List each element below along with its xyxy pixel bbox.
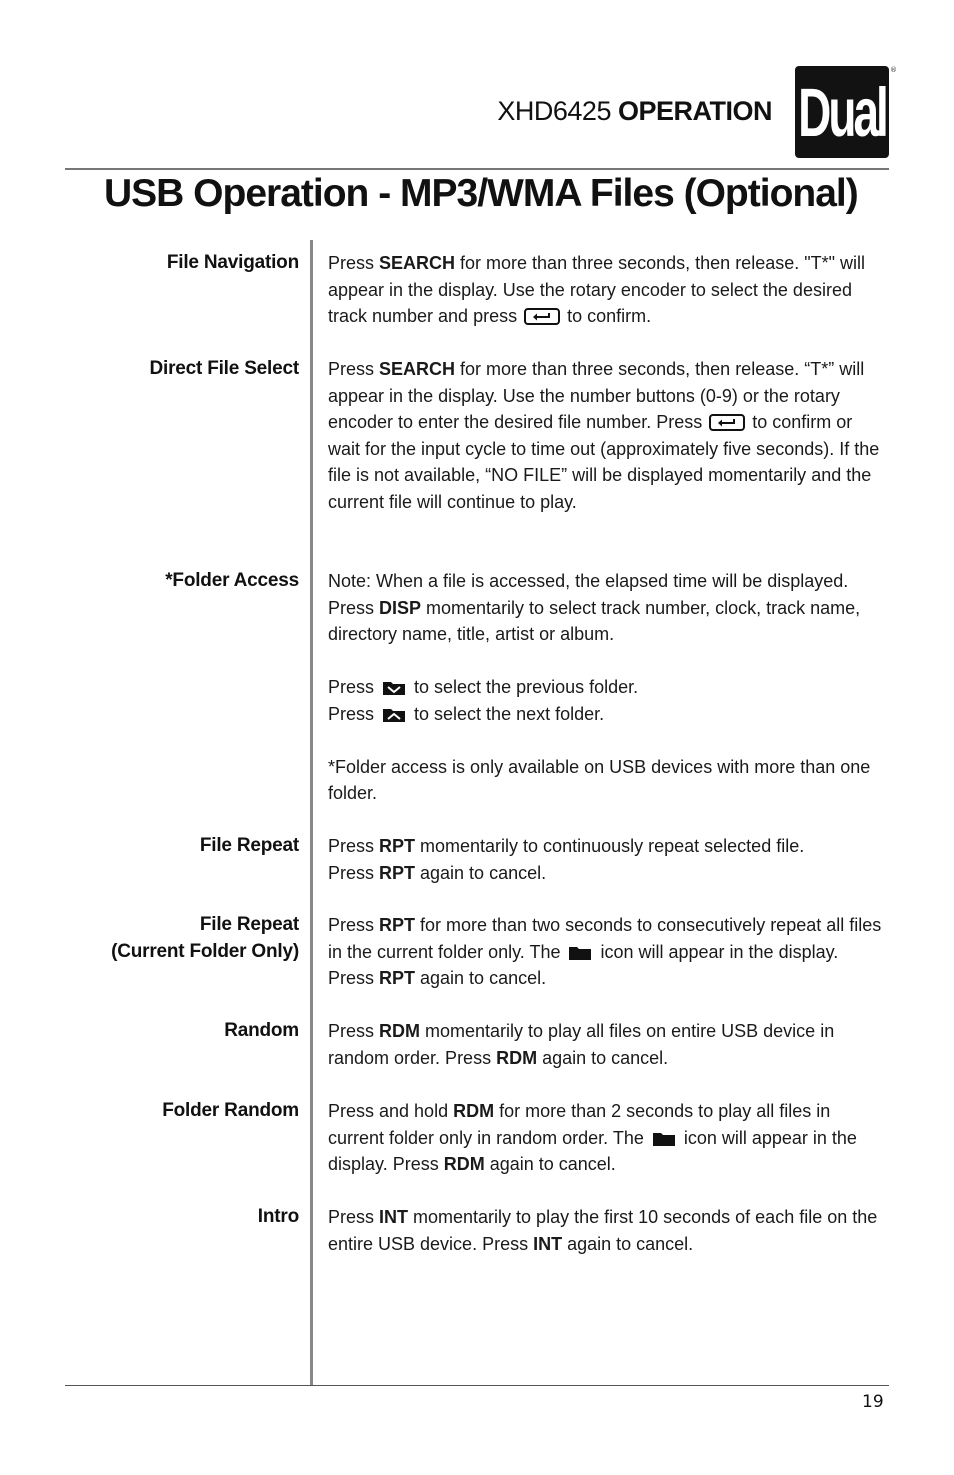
text: again to cancel. bbox=[562, 1233, 694, 1254]
header-title bbox=[497, 96, 772, 127]
keyword-search: SEARCH bbox=[379, 253, 456, 273]
registered-mark: ® bbox=[890, 66, 897, 74]
section-label bbox=[111, 912, 299, 965]
section-description bbox=[328, 1098, 888, 1178]
section-label: File Repeat bbox=[199, 835, 299, 856]
text: momentarily to select track number, clock, track name, directory name, title, artist or album. bbox=[328, 597, 861, 644]
section-description bbox=[328, 833, 888, 886]
text: momentarily to continuously repeat selected file. bbox=[415, 836, 805, 856]
section-label: File Navigation bbox=[166, 252, 299, 273]
text: to select the next folder. bbox=[409, 703, 605, 724]
keyword-disp: DISP bbox=[379, 597, 422, 618]
page-header bbox=[0, 0, 954, 170]
keyword-int: INT bbox=[379, 1207, 409, 1227]
logo-text: Dual bbox=[798, 73, 886, 151]
text: Press bbox=[328, 836, 380, 856]
text: Note: When a file is accessed, the elapsed time will be displayed. Press bbox=[328, 571, 849, 618]
text: to select the previous folder. bbox=[409, 677, 639, 697]
keyword-rpt: RPT bbox=[379, 968, 416, 988]
text: icon will appear in the display. Press bbox=[328, 941, 839, 988]
page-number: 19 bbox=[862, 1392, 884, 1412]
text: to confirm or wait for the input cycle to time out (approximately five seconds). If the file is not available, “NO FILE” will be displayed momentarily and the current file will continue to play. bbox=[328, 412, 880, 512]
text: momentarily to play all files on entire USB device in random order. Press bbox=[328, 1021, 835, 1068]
section-label: Random bbox=[224, 1020, 299, 1041]
section-description bbox=[328, 1204, 888, 1257]
text: for more than two seconds to consecutively repeat all files in the current folder only. The bbox=[328, 915, 882, 962]
top-rule bbox=[65, 168, 889, 170]
text: for more than three seconds, then release. “T*” will appear in the display. Use the number buttons (0-9) or the rotary encoder to enter the desired file number. Press bbox=[328, 359, 865, 432]
keyword-rdm: RDM bbox=[453, 1101, 495, 1121]
text: again to cancel. bbox=[537, 1047, 669, 1068]
section-label: Folder Random bbox=[162, 1100, 299, 1121]
text: to confirm. bbox=[562, 306, 652, 326]
section-description bbox=[328, 1018, 888, 1071]
bottom-rule bbox=[65, 1385, 889, 1386]
folder-down-icon bbox=[382, 680, 406, 696]
text: Press bbox=[328, 915, 380, 935]
keyword-rpt: RPT bbox=[379, 915, 416, 935]
section-description bbox=[328, 912, 888, 992]
section-description bbox=[328, 356, 888, 515]
text: Press bbox=[328, 1207, 380, 1227]
section-label: *Folder Access bbox=[165, 570, 299, 591]
dual-logo bbox=[795, 66, 889, 158]
keyword-rpt: RPT bbox=[379, 836, 416, 856]
text: again to cancel. bbox=[484, 1154, 616, 1174]
text: again to cancel. bbox=[415, 862, 547, 883]
section-label: Direct File Select bbox=[149, 358, 299, 379]
text: Press bbox=[328, 359, 380, 379]
enter-key-icon bbox=[709, 414, 745, 431]
folder-icon bbox=[652, 1131, 676, 1147]
page-title: USB Operation - MP3/WMA Files (Optional) bbox=[104, 172, 858, 215]
keyword-search: SEARCH bbox=[379, 359, 456, 379]
text: icon will appear in the display. Press bbox=[328, 1127, 857, 1174]
keyword-rpt: RPT bbox=[379, 862, 416, 883]
section-label: Intro bbox=[257, 1206, 299, 1227]
text: for more than 2 seconds to play all files in current folder only in random order. The bbox=[328, 1101, 831, 1148]
label-line-1: File Repeat bbox=[199, 914, 299, 935]
section-description bbox=[328, 250, 888, 330]
folder-up-icon bbox=[382, 707, 406, 723]
text: *Folder access is only available on USB devices with more than one folder. bbox=[328, 756, 871, 803]
section-description bbox=[328, 568, 888, 807]
text: momentarily to play the first 10 seconds of each file on the entire USB device. Press bbox=[328, 1207, 878, 1254]
header-section: OPERATION bbox=[617, 96, 772, 126]
text: Press bbox=[328, 677, 380, 697]
label-line-2: (Current Folder Only) bbox=[111, 940, 299, 962]
folder-icon bbox=[568, 945, 592, 961]
keyword-int: INT bbox=[533, 1233, 563, 1254]
column-divider bbox=[310, 240, 313, 1386]
text: Press and hold bbox=[328, 1101, 454, 1121]
text: Press bbox=[328, 703, 380, 724]
keyword-rdm: RDM bbox=[379, 1021, 421, 1041]
text: for more than three seconds, then release. "T*" will appear in the display. Use the rotary encoder to select the desired track number and press bbox=[328, 253, 866, 326]
text: Press bbox=[328, 253, 380, 273]
text: Press bbox=[328, 1021, 380, 1041]
enter-key-icon bbox=[524, 308, 560, 325]
text: again to cancel. bbox=[415, 968, 547, 988]
header-model: XHD6425 bbox=[497, 96, 611, 126]
text: Press bbox=[328, 862, 380, 883]
keyword-rdm: RDM bbox=[496, 1047, 538, 1068]
keyword-rdm: RDM bbox=[443, 1154, 485, 1174]
